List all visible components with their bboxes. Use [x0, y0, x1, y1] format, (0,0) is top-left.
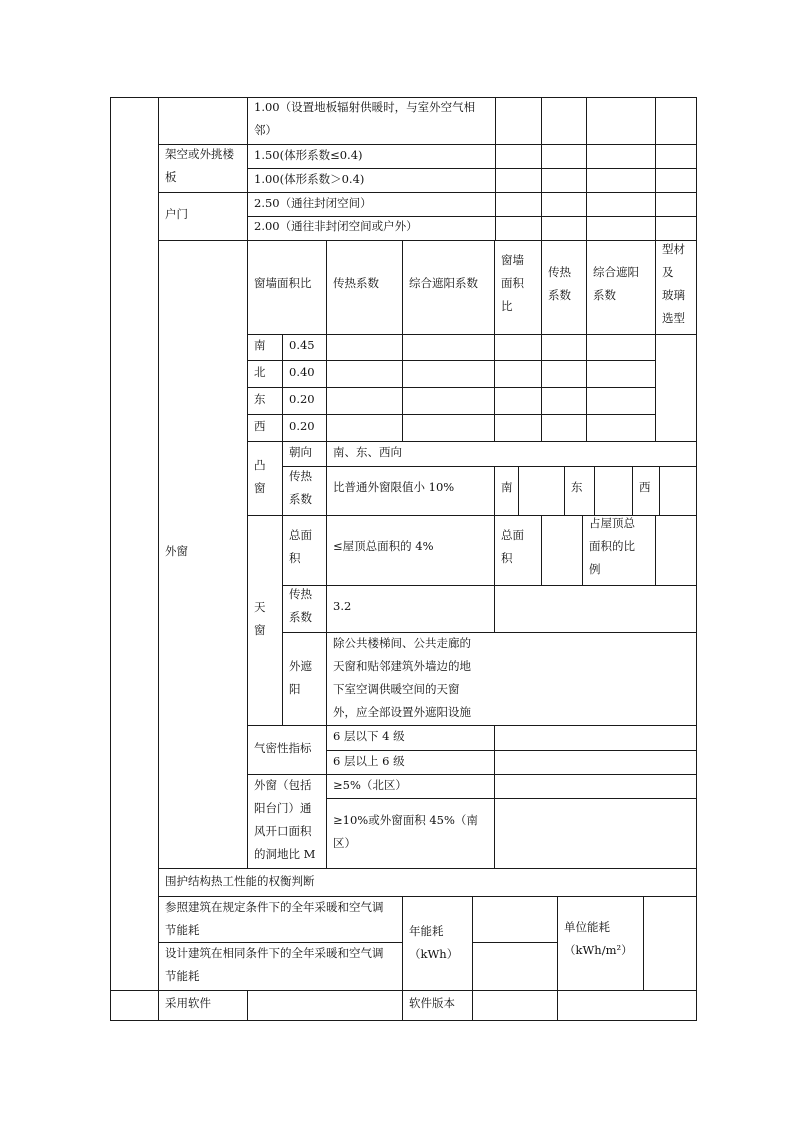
tradeoff-title: 围护结构热工性能的权衡判断 [165, 874, 315, 888]
skylight-roof-ratio: 占屋顶总 面积的比 例 [589, 516, 635, 576]
ratio-north: 0.40 [289, 365, 315, 379]
header-window-wall-ratio: 窗墙面积比 [254, 276, 312, 290]
header-shading-design: 综合遮阳 系数 [593, 265, 639, 302]
skylight-shading-label: 外遮 阳 [289, 659, 312, 696]
bay-u-label: 传热 系数 [289, 469, 312, 506]
orientation-south: 南 [254, 338, 266, 352]
bay-south: 南 [501, 480, 513, 494]
header-window-wall-ratio-design: 窗墙 面积 比 [501, 253, 524, 313]
bay-east: 东 [571, 480, 583, 494]
header-u-value-design: 传热 系数 [548, 265, 571, 302]
ratio-east: 0.20 [289, 392, 315, 406]
software-version-label: 软件版本 [409, 996, 455, 1010]
skylight-u-label: 传热 系数 [289, 587, 312, 624]
skylight-area-label: 总面 积 [289, 528, 312, 565]
software-label: 采用软件 [165, 996, 211, 1010]
bay-orientation-label: 朝向 [289, 445, 312, 459]
orientation-east: 东 [254, 392, 266, 406]
bay-west: 西 [639, 480, 651, 494]
orientation-north: 北 [254, 365, 266, 379]
annual-energy-label: 年能耗 （kWh） [409, 924, 459, 961]
ventilation-north: ≥5%（北区） [333, 778, 407, 792]
bay-window-label: 凸 窗 [254, 458, 266, 495]
skylight-area-value: ≤屋顶总面积的 4% [333, 539, 434, 553]
skylight-area-design: 总面 积 [501, 528, 524, 565]
airtightness-low-rise: 6 层以下 4 级 [333, 729, 405, 743]
window-label: 外窗 [165, 544, 188, 558]
skylight-label: 天 窗 [254, 600, 266, 637]
overhang-value-high: 1.00(体形系数＞0.4) [254, 172, 365, 186]
ratio-south: 0.45 [289, 338, 315, 352]
ventilation-label: 外窗（包括 阳台门）通 风开口面积 的洞地比 M [254, 778, 316, 861]
reference-building-energy: 参照建筑在规定条件下的全年采暖和空气调 节能耗 [165, 900, 384, 937]
door-value-open: 2.00（通往非封闭空间或户外） [254, 219, 418, 233]
overhang-value-low: 1.50(体形系数≤0.4) [254, 148, 363, 162]
ventilation-south: ≥10%或外窗面积 45%（南 区） [333, 813, 478, 850]
unit-energy-label: 单位能耗 （kWh/m²） [564, 920, 633, 957]
skylight-shading-value: 除公共楼梯间、公共走廊的 天窗和贴邻建筑外墙边的地 下室空调供暖空间的天窗 外，应全部设置外遮阳设施 [333, 636, 471, 719]
bay-orientation-value: 南、东、西向 [333, 445, 402, 459]
airtightness-high-rise: 6 层以上 6 级 [333, 754, 405, 768]
header-u-value: 传热系数 [333, 276, 379, 290]
skylight-u-value: 3.2 [333, 599, 352, 613]
ratio-west: 0.20 [289, 419, 315, 433]
ground-floor-value: 1.00（设置地板辐射供暖时，与室外空气相 邻） [254, 100, 476, 137]
bay-u-value: 比普通外窗限值小 10% [333, 480, 455, 494]
overhang-floor-label: 架空或外挑楼 板 [165, 147, 234, 184]
design-building-energy: 设计建筑在相同条件下的全年采暖和空气调 节能耗 [165, 946, 384, 983]
door-label: 户门 [165, 207, 188, 221]
orientation-west: 西 [254, 419, 266, 433]
airtightness-label: 气密性指标 [254, 741, 312, 755]
door-value-enclosed: 2.50（通往封闭空间） [254, 196, 372, 210]
header-shading-coefficient: 综合遮阳系数 [409, 276, 478, 290]
header-frame-glass: 型材 及 玻璃 选型 [662, 242, 685, 325]
